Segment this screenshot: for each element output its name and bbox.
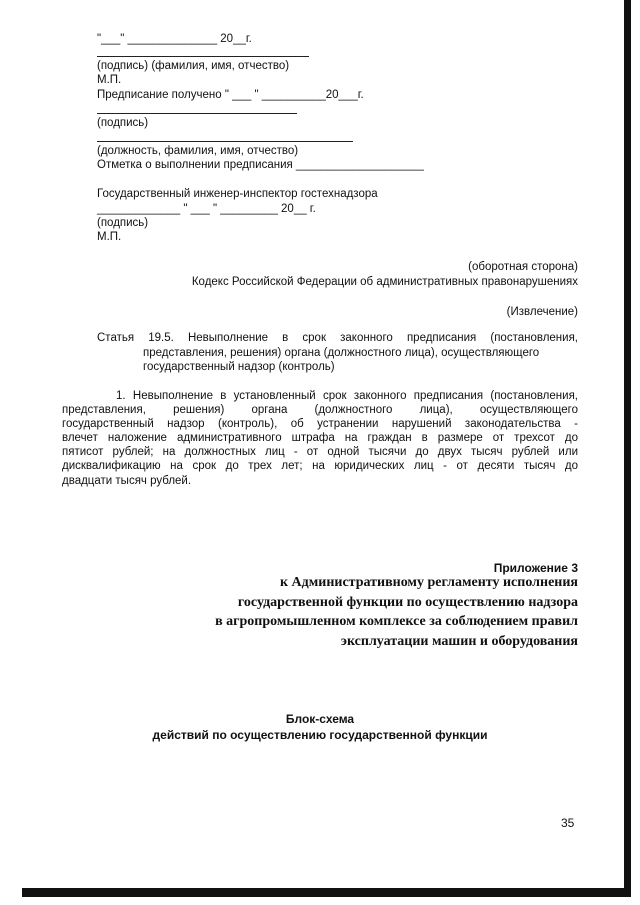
appendix-line: государственной функции по осуществлению надзора <box>237 595 578 610</box>
article-heading: государственный надзор (контроль) <box>143 361 335 373</box>
page-number: 35 <box>561 816 575 830</box>
flowchart-title: Блок-схема <box>285 712 355 726</box>
paragraph-line: дисквалификацию на срок до трех лет; на юридических лиц - от десяти тысяч до <box>62 460 578 472</box>
signature-rule <box>97 56 309 57</box>
stamp-label: М.П. <box>97 74 122 86</box>
article-heading: Статья 19.5. Невыполнение в срок законного предписания (постановления, <box>97 332 578 344</box>
appendix-line: в агропромышленном комплексе за соблюдением правил <box>215 614 578 629</box>
appendix-line: к Административному регламенту исполнения <box>279 575 578 590</box>
page-edge-bottom <box>22 888 631 897</box>
paragraph-line: двадцати тысяч рублей. <box>62 475 192 487</box>
position-caption: (должность, фамилия, имя, отчество) <box>97 145 299 157</box>
paragraph-line: государственный надзор (контроль), об устранении нарушений законодательства - <box>62 418 578 430</box>
paragraph-line: 1. Невыполнение в установленный срок законного предписания (постановления, <box>116 390 578 402</box>
signature-caption: (подпись) (фамилия, имя, отчество) <box>97 60 290 72</box>
signature-caption: (подпись) <box>97 217 149 229</box>
paragraph-line: представления, решения) органа (должностного лица), осуществляющего <box>62 404 578 416</box>
received-line: Предписание получено " ___ " __________20___г. <box>97 89 364 101</box>
appendix-title: Приложение 3 <box>493 561 578 575</box>
article-heading: представления, решения) органа (должностного лица), осуществляющего <box>143 347 540 359</box>
execution-mark: Отметка о выполнении предписания ____________________ <box>97 159 424 171</box>
code-title: Кодекс Российской Федерации об административных правонарушениях <box>191 276 578 288</box>
extract-label: (Извлечение) <box>506 306 578 318</box>
date-line: "___" ______________ 20__г. <box>97 33 252 45</box>
inspector-title: Государственный инженер-инспектор гостехнадзора <box>97 188 378 200</box>
flowchart-subtitle: действий по осуществлению государственной функции <box>152 728 488 742</box>
paragraph-line: влечет наложение административного штрафа на граждан в размере от трехсот до <box>62 432 578 444</box>
date-line: _____________ " ___ " _________ 20__ г. <box>97 203 316 215</box>
reverse-side-label: (оборотная сторона) <box>468 261 578 273</box>
signature-rule <box>97 113 297 114</box>
page-edge-right <box>624 0 631 895</box>
signature-rule <box>97 141 353 142</box>
signature-caption: (подпись) <box>97 117 149 129</box>
stamp-label: М.П. <box>97 231 122 243</box>
paragraph-line: пятисот рублей; на должностных лиц - от одной тысячи до двух тысяч рублей или <box>62 446 578 458</box>
appendix-line: эксплуатации машин и оборудования <box>340 634 578 649</box>
